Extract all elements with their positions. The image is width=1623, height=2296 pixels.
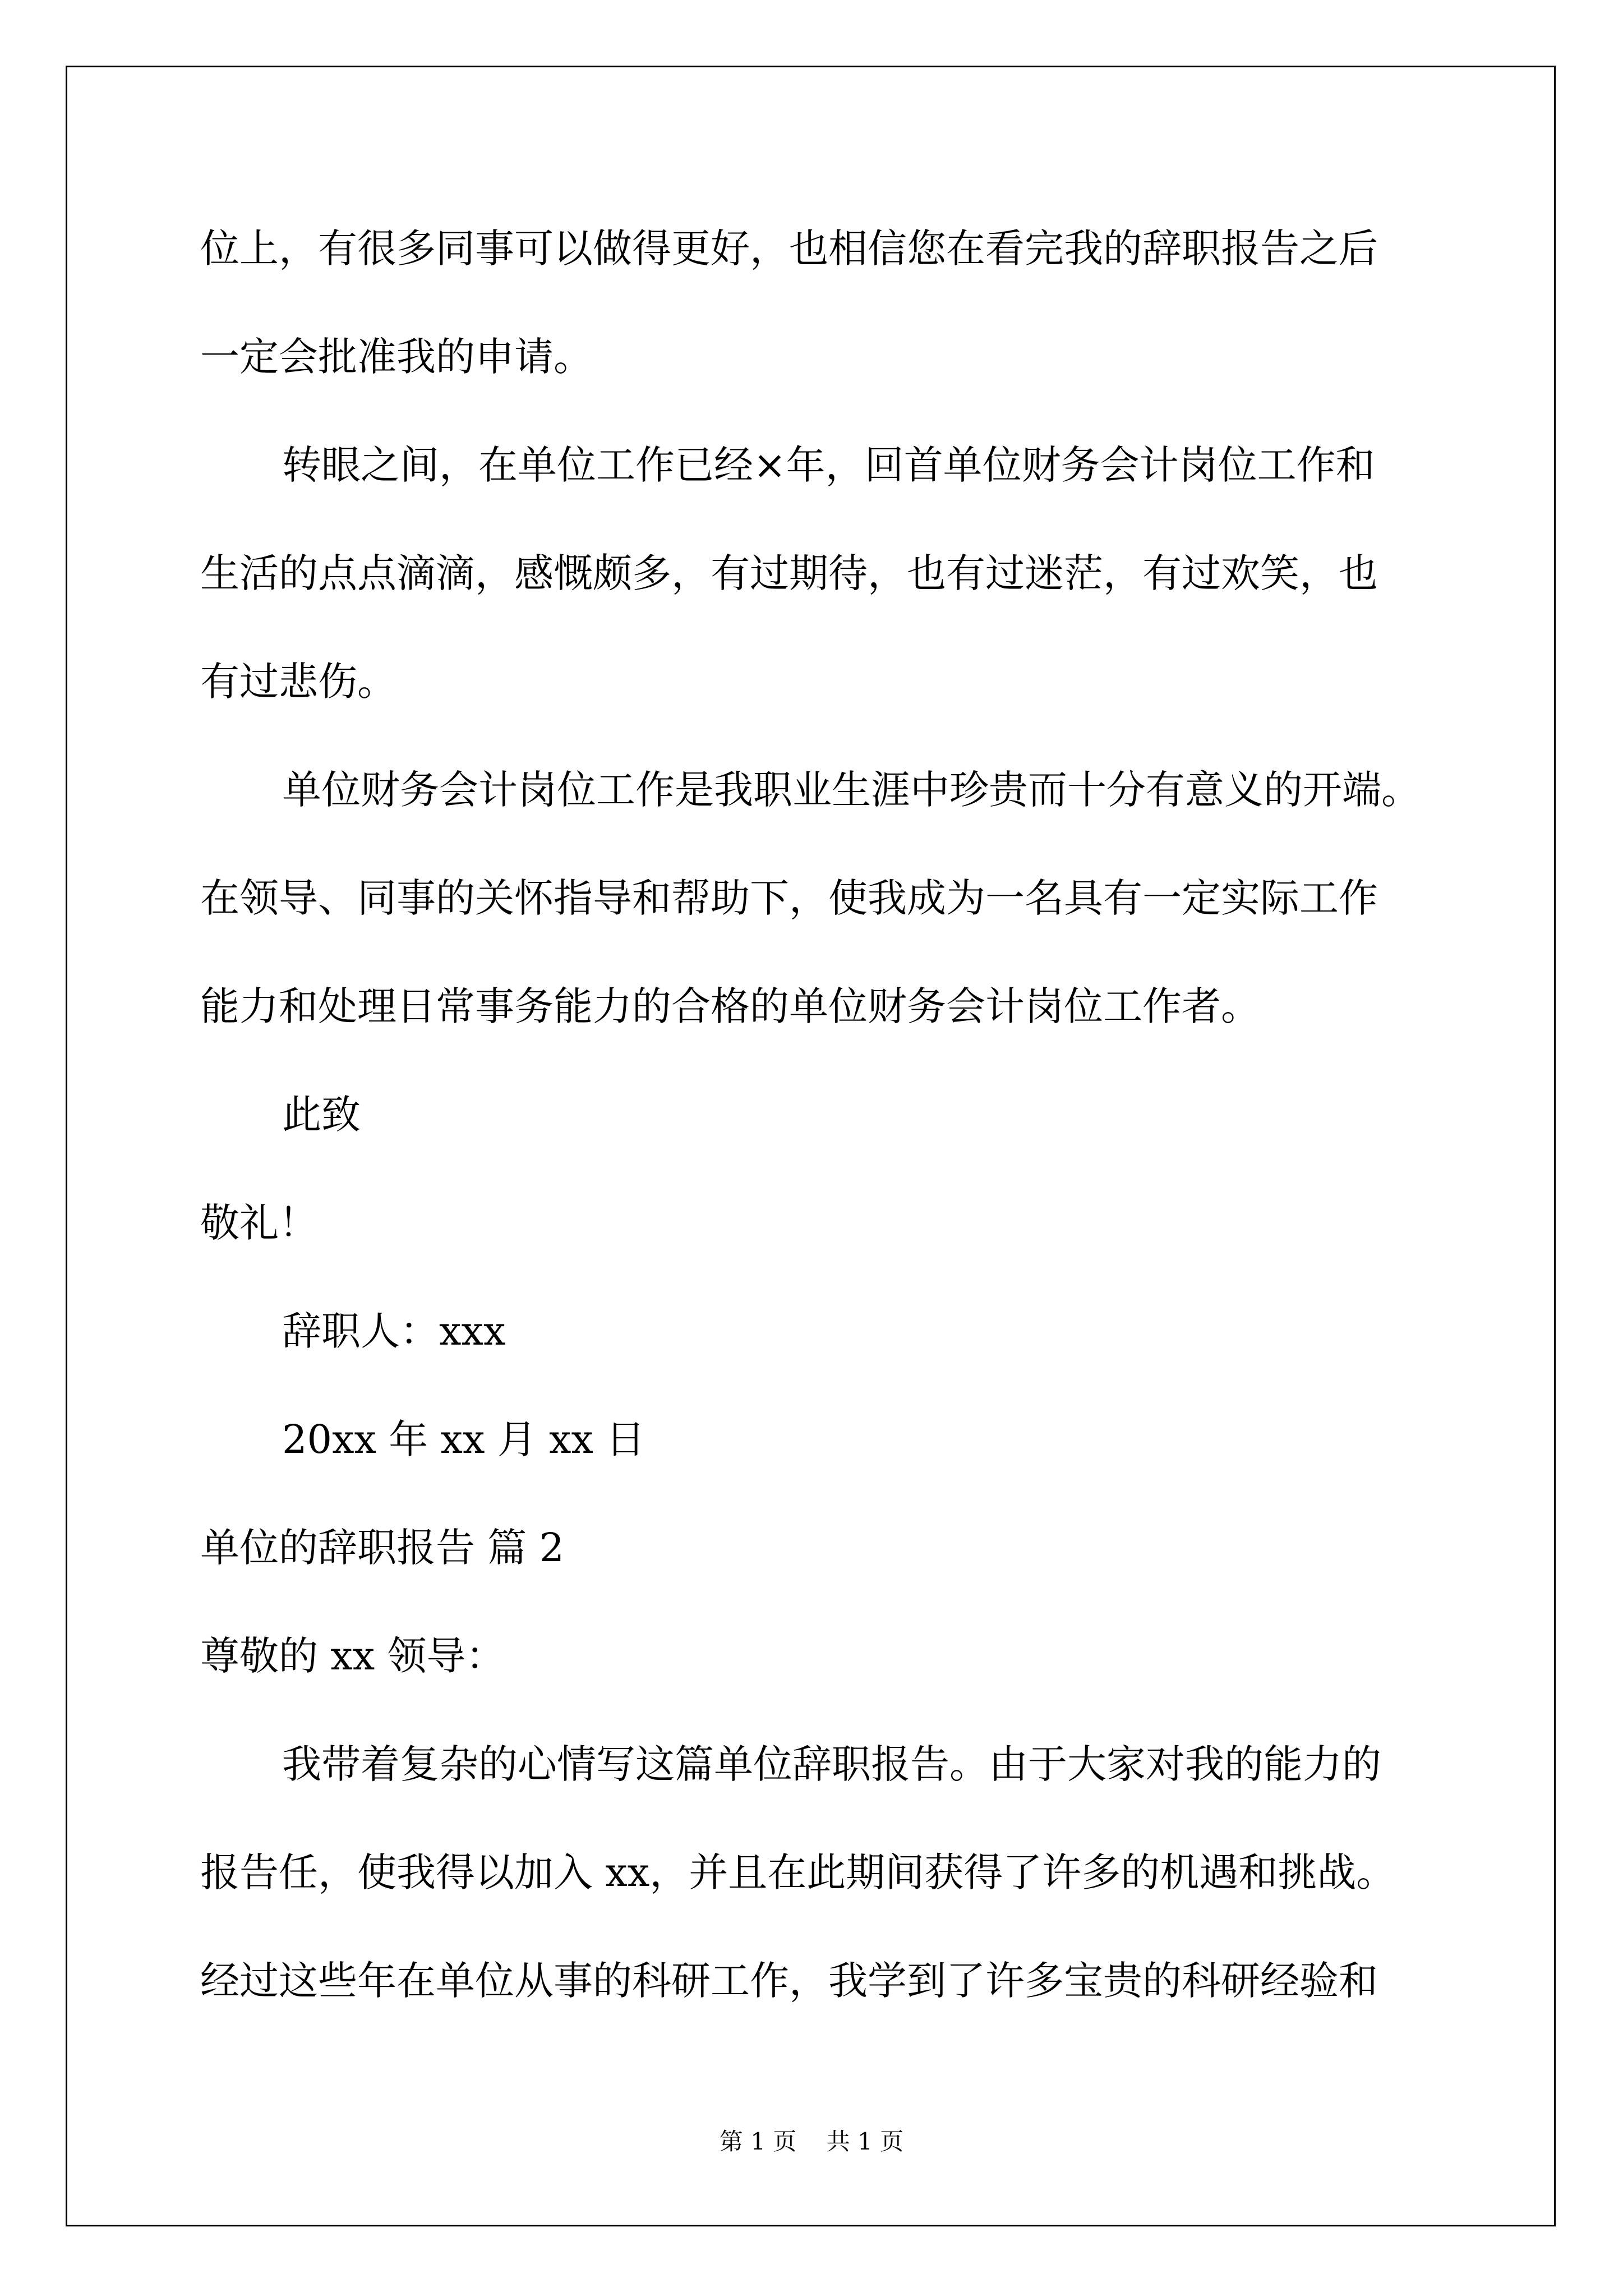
signature-name: 辞职人：xxx xyxy=(282,1308,506,1354)
body-line-8: 能力和处理日常事务能力的合格的单位财务会计岗位工作者。 xyxy=(200,983,1260,1029)
paragraph-start-line-3: 转眼之间，在单位工作已经×年，回首单位财务会计岗位工作和 xyxy=(282,442,1375,488)
signature-date: 20xx 年 xx 月 xx 日 xyxy=(282,1416,645,1462)
body-line-4: 生活的点点滴滴，感慨颇多，有过期待，也有过迷茫，有过欢笑，也 xyxy=(200,550,1378,596)
page-border xyxy=(66,66,1556,2226)
salutation: 尊敬的 xx 领导： xyxy=(200,1633,505,1679)
closing-jingli: 敬礼！ xyxy=(200,1200,318,1246)
page-footer: 第 1 页 共 1 页 xyxy=(719,2128,904,2155)
paragraph-start-line-15: 我带着复杂的心情写这篇单位辞职报告。由于大家对我的能力的 xyxy=(282,1741,1381,1787)
body-line-17: 经过这些年在单位从事的科研工作，我学到了许多宝贵的科研经验和 xyxy=(200,1958,1378,2004)
body-line-16: 报告任，使我得以加入 xx，并且在此期间获得了许多的机遇和挑战。 xyxy=(200,1849,1396,1895)
body-line-7: 在领导、同事的关怀指导和帮助下，使我成为一名具有一定实际工作 xyxy=(200,875,1378,921)
closing-cizhi: 此致 xyxy=(282,1092,361,1138)
body-line-1: 位上，有很多同事可以做得更好，也相信您在看完我的辞职报告之后 xyxy=(200,226,1378,272)
section-heading: 单位的辞职报告 篇 2 xyxy=(200,1525,565,1571)
body-line-5: 有过悲伤。 xyxy=(200,659,396,705)
body-line-2: 一定会批准我的申请。 xyxy=(200,334,593,380)
paragraph-start-line-6: 单位财务会计岗位工作是我职业生涯中珍贵而十分有意义的开端。 xyxy=(282,767,1421,813)
